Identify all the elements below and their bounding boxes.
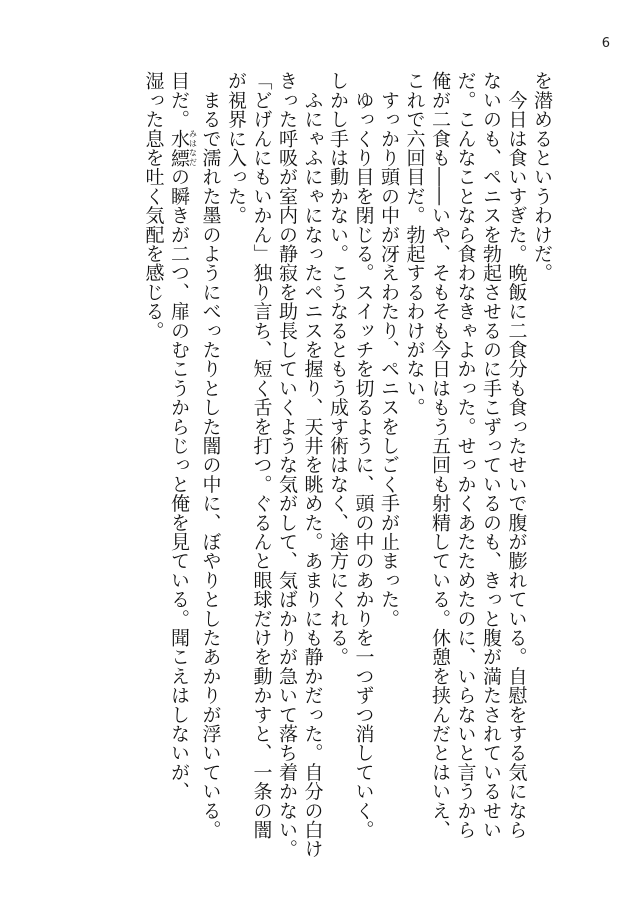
ruby-reading: みはなだ [188,128,198,167]
text-line: これで六回目だ。勃起するわけがない。 [403,71,426,417]
ruby-base: 水縹 [168,128,190,168]
text-line: 湿った息を吐く気配を感じる。 [142,71,165,340]
text-line: だ。こんなことなら食わなきゃよかった。せっかくあたためたのに、いらないと言うから [454,71,477,839]
text-line: 俺が二食も――いや、そもそも今日はもう五回も射精している。休憩を挟んだとはいえ、 [429,71,451,839]
text-line: きった呼吸が室内の静寂を助長していくような気がして、気ばかりが急いて落ち着かない。 [276,71,298,859]
text-line: が視界に入った。 [225,71,247,225]
text-fragment: の瞬きが二つ、扉のむこうからじっと俺を見ている。聞こえはしないが、 [168,167,190,801]
text-fragment: 目だ。 [168,71,190,129]
text-line: すっかり頭の中が冴えわたり、ペニスをしごく手が止まった。 [378,71,400,628]
text-line: を潜めるというわけだ。 [531,71,553,283]
vertical-text-body [140,71,554,859]
text-line: ないのも、ペニスを勃起させるのに手こずっているのも、きっと腹が満たされているせい [480,71,502,839]
text-line-with-ruby [166,71,198,851]
text-line: ゆっくり目を閉じる。スイッチを切るように、頭の中のあかりを一つずつ消していく。 [352,71,375,839]
text-line: 今日は食いすぎた。晩飯に二食分も食ったせいで腹が膨れている。自慰をする気になら [505,71,528,839]
text-line: 「どげんにもいかん」独り言ち、短く舌を打つ。ぐるんと眼球だけを動かすと、一条の闇 [250,71,273,839]
ruby-annotation [168,128,198,168]
text-line: まるで濡れた墨のようにべったりとした闇の中に、ぼやりとしたあかりが浮いている。 [199,71,222,839]
page-number: 6 [601,36,610,51]
text-line: ふにゃふにゃになったペニスを握り、天井を眺めた。あまりにも静かだった。自分の白け [301,71,324,859]
text-line: しかし手は動かない。こうなるともう成す術はなく、途方にくれる。 [327,71,349,667]
